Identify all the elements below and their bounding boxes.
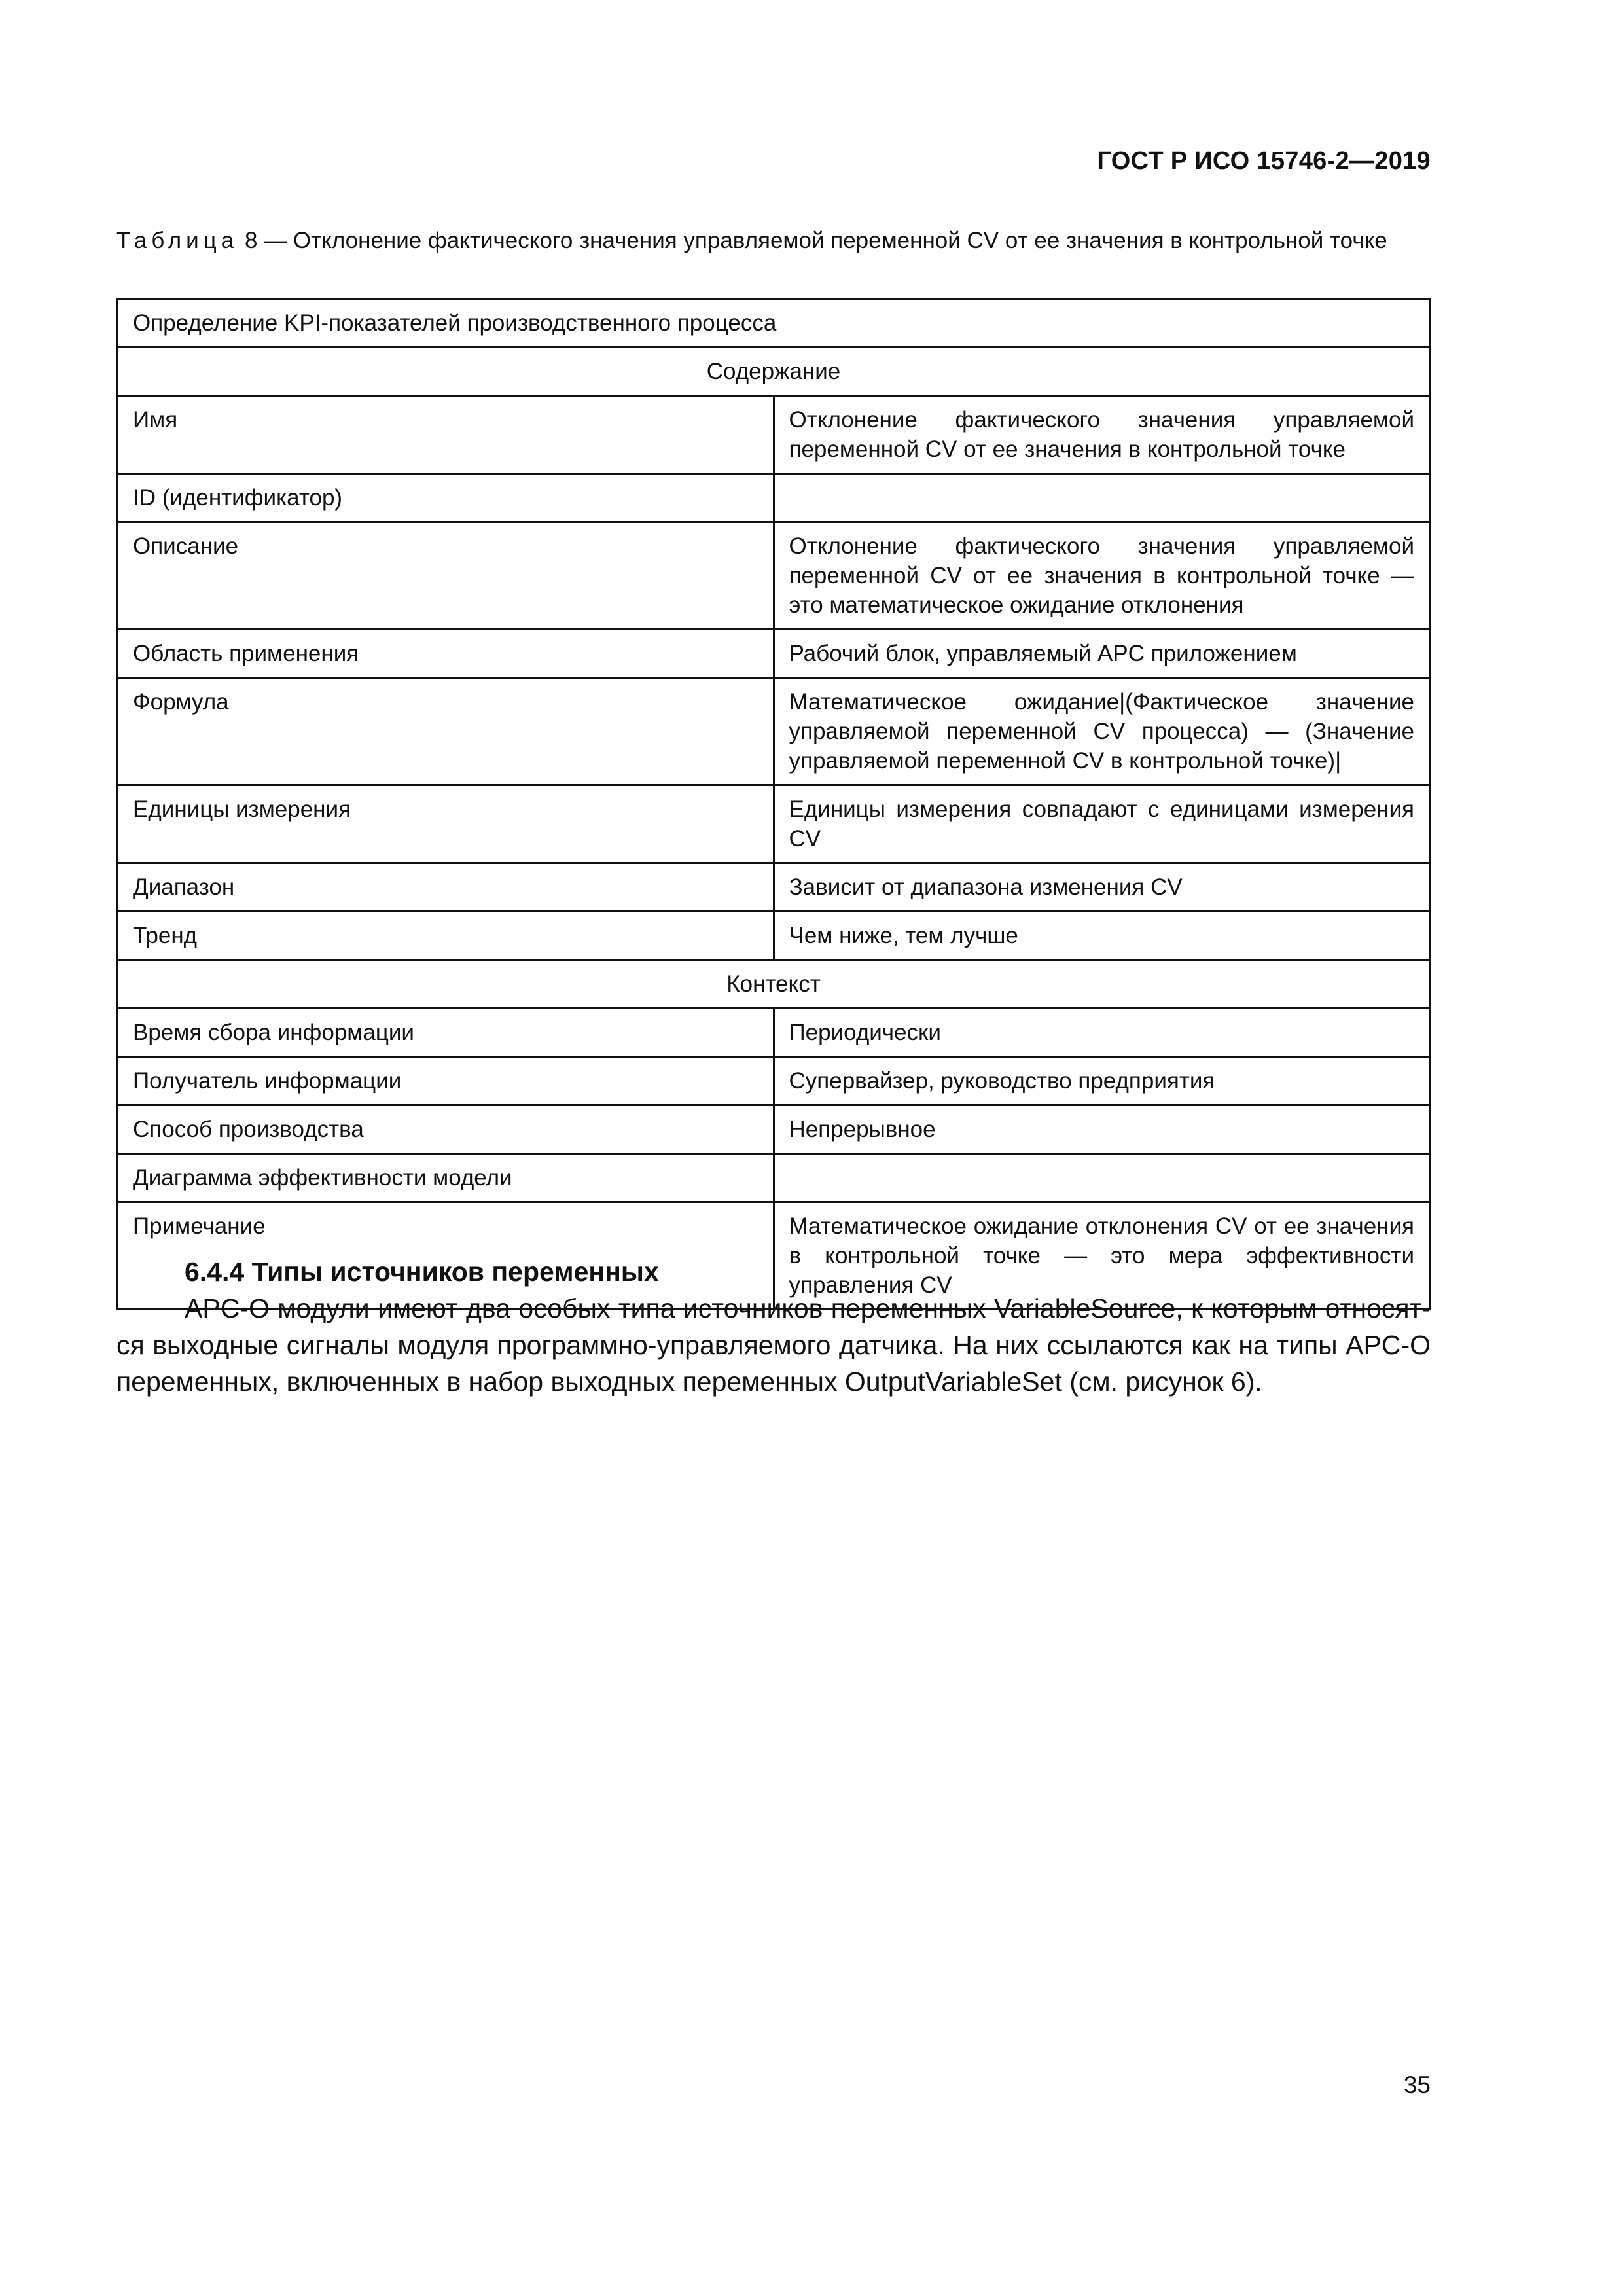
row-key: ID (идентификатор) xyxy=(118,474,774,522)
section-6-4-4 xyxy=(116,1253,1431,1400)
row-key: Имя xyxy=(118,396,774,474)
row-key: Получатель информации xyxy=(118,1057,774,1105)
row-key: Формула xyxy=(118,678,774,785)
kpi-definition-table xyxy=(116,298,1431,1310)
section-context-cell: Контекст xyxy=(118,960,1430,1009)
row-key: Способ производства xyxy=(118,1105,774,1154)
table-caption xyxy=(116,225,1431,257)
row-value xyxy=(774,1154,1430,1202)
table-caption-text: 8 — Отклонение фактического значения управляемой переменной CV от ее значения в контрольной точке xyxy=(244,228,1387,253)
row-value: Периодически xyxy=(774,1009,1430,1057)
row-key: Диапазон xyxy=(118,863,774,912)
table-title-cell: Определение KPI-показателей производственного процесса xyxy=(118,299,1430,348)
document-code: ГОСТ Р ИСО 15746-2—2019 xyxy=(1097,147,1431,175)
row-value: Супервайзер, руководство предприятия xyxy=(774,1057,1430,1105)
section-body: APC-O модули имеют два особых типа источников переменных VariableSource, к которым относятся выходные сигналы модуля программно-управляемого датчика. На них ссылаются как на типы APC-O переменных, включенных в набор выходных переменных OutputVariableSet (см. рисунок 6). xyxy=(116,1293,1431,1397)
table-row xyxy=(118,678,1430,785)
row-key: Тренд xyxy=(118,912,774,960)
row-value: Математическое ожидание|(Фактическое значение управляемой переменной CV процесса) — (Значение управляемой переменной CV в контрольной точке)| xyxy=(774,678,1430,785)
table-caption-label: Таблица xyxy=(116,228,239,253)
row-value: Рабочий блок, управляемый APC приложением xyxy=(774,630,1430,678)
row-value: Отклонение фактического значения управляемой переменной CV от ее значения в контрольной точке xyxy=(774,396,1430,474)
row-value xyxy=(774,474,1430,522)
row-key: Примечание xyxy=(118,1202,774,1310)
table-row xyxy=(118,1057,1430,1105)
table-row xyxy=(118,522,1430,630)
row-key: Время сбора информации xyxy=(118,1009,774,1057)
row-value: Единицы измерения совпадают с единицами измерения CV xyxy=(774,785,1430,863)
row-key: Область применения xyxy=(118,630,774,678)
row-value: Непрерывное xyxy=(774,1105,1430,1154)
section-heading: 6.4.4 Типы источников переменных xyxy=(185,1257,659,1287)
table-row xyxy=(118,785,1430,863)
table-row xyxy=(118,1154,1430,1202)
table-row xyxy=(118,863,1430,912)
table-row xyxy=(118,396,1430,474)
row-value: Чем ниже, тем лучше xyxy=(774,912,1430,960)
section-content-cell: Содержание xyxy=(118,348,1430,396)
table-title-row xyxy=(118,299,1430,348)
page-number: 35 xyxy=(1403,2072,1431,2098)
table-row xyxy=(118,474,1430,522)
row-key: Описание xyxy=(118,522,774,630)
row-value: Зависит от диапазона изменения CV xyxy=(774,863,1430,912)
row-value: Отклонение фактического значения управляемой переменной CV от ее значения в контрольной точке — это математическое ожидание отклонения xyxy=(774,522,1430,630)
row-key: Диаграмма эффективности модели xyxy=(118,1154,774,1202)
row-value: Математическое ожидание отклонения CV от ее значения в контрольной точке — это мера эффективности управления CV xyxy=(774,1202,1430,1310)
table-row xyxy=(118,1105,1430,1154)
section-row-content xyxy=(118,348,1430,396)
section-row-context xyxy=(118,960,1430,1009)
table-row xyxy=(118,912,1430,960)
row-key: Единицы измерения xyxy=(118,785,774,863)
table-row xyxy=(118,1009,1430,1057)
table-row xyxy=(118,630,1430,678)
